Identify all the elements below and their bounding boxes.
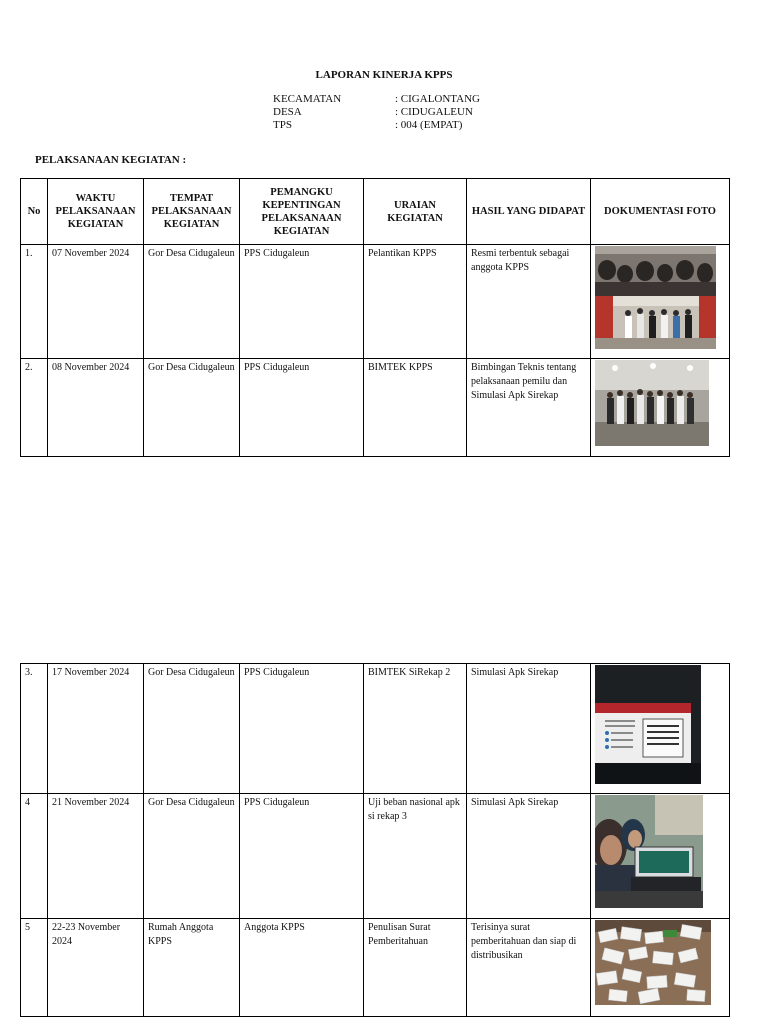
header-no: No xyxy=(21,179,48,245)
cell-tempat: Gor Desa Cidugaleun xyxy=(144,359,240,457)
cell-dokumentasi xyxy=(591,359,730,457)
table-row xyxy=(21,664,730,794)
cell-tempat: Gor Desa Cidugaleun xyxy=(144,245,240,359)
cell-waktu: 22-23 November 2024 xyxy=(48,919,144,1017)
header-dokumentasi: DOKUMENTASI FOTO xyxy=(591,179,730,245)
cell-tempat: Gor Desa Cidugaleun xyxy=(144,794,240,919)
cell-uraian: Pelantikan KPPS xyxy=(364,245,467,359)
table-row xyxy=(21,794,730,919)
meta-key: KECAMATAN xyxy=(273,93,342,105)
meta-value: : CIDUGALEUN xyxy=(395,106,473,118)
header-pemangku: PEMANGKU KEPENTINGAN PELAKSANAAN KEGIATAN xyxy=(240,179,364,245)
group-training-photo xyxy=(595,360,725,446)
cell-dokumentasi xyxy=(591,245,730,359)
cell-no: 2. xyxy=(21,359,48,457)
cell-no: 4 xyxy=(21,794,48,919)
cell-pemangku: PPS Cidugaleun xyxy=(240,245,364,359)
cell-no: 1. xyxy=(21,245,48,359)
cell-waktu: 08 November 2024 xyxy=(48,359,144,457)
meta-row-desa xyxy=(273,106,480,119)
meta-row-kecamatan xyxy=(273,93,480,106)
header-hasil: HASIL YANG DIDAPAT xyxy=(467,179,591,245)
cell-dokumentasi xyxy=(591,794,730,919)
cell-uraian: Uji beban nasional apk si rekap 3 xyxy=(364,794,467,919)
cell-hasil: Bimbingan Teknis tentang pelaksanaan pemilu dan Simulasi Apk Sirekap xyxy=(467,359,591,457)
cell-pemangku: PPS Cidugaleun xyxy=(240,359,364,457)
cell-hasil: Resmi terbentuk sebagai anggota KPPS xyxy=(467,245,591,359)
table-row xyxy=(21,919,730,1017)
activity-table-page-2 xyxy=(20,663,730,1017)
letters-on-table-photo xyxy=(595,920,725,1005)
table-header-row xyxy=(21,179,730,245)
meta-key: DESA xyxy=(273,106,302,118)
table-row xyxy=(21,359,730,457)
cell-pemangku: Anggota KPPS xyxy=(240,919,364,1017)
report-meta xyxy=(273,93,480,132)
meta-value: : 004 (EMPAT) xyxy=(395,119,463,131)
cell-uraian: Penulisan Surat Pemberitahuan xyxy=(364,919,467,1017)
cell-hasil: Terisinya surat pemberitahuan dan siap di distribusikan xyxy=(467,919,591,1017)
laptop-selfie-photo xyxy=(595,795,725,908)
cell-pemangku: PPS Cidugaleun xyxy=(240,794,364,919)
meta-value: : CIGALONTANG xyxy=(395,93,480,105)
inauguration-photo xyxy=(595,246,725,349)
cell-dokumentasi xyxy=(591,664,730,794)
cell-tempat: Rumah Anggota KPPS xyxy=(144,919,240,1017)
cell-waktu: 17 November 2024 xyxy=(48,664,144,794)
cell-no: 5 xyxy=(21,919,48,1017)
cell-waktu: 21 November 2024 xyxy=(48,794,144,919)
report-title: LAPORAN KINERJA KPPS xyxy=(315,69,453,81)
cell-hasil: Simulasi Apk Sirekap xyxy=(467,794,591,919)
meta-row-tps xyxy=(273,119,480,132)
cell-hasil: Simulasi Apk Sirekap xyxy=(467,664,591,794)
meta-key: TPS xyxy=(273,119,292,131)
cell-dokumentasi xyxy=(591,919,730,1017)
header-tempat: TEMPAT PELAKSANAAN KEGIATAN xyxy=(144,179,240,245)
cell-no: 3. xyxy=(21,664,48,794)
cell-uraian: BIMTEK KPPS xyxy=(364,359,467,457)
cell-uraian: BIMTEK SiRekap 2 xyxy=(364,664,467,794)
projector-screen-photo xyxy=(595,665,725,784)
table-row xyxy=(21,245,730,359)
header-waktu: WAKTU PELAKSANAAN KEGIATAN xyxy=(48,179,144,245)
section-label: PELAKSANAAN KEGIATAN : xyxy=(35,154,187,166)
cell-waktu: 07 November 2024 xyxy=(48,245,144,359)
activity-table-page-1 xyxy=(20,178,730,457)
header-uraian: URAIAN KEGIATAN xyxy=(364,179,467,245)
cell-tempat: Gor Desa Cidugaleun xyxy=(144,664,240,794)
cell-pemangku: PPS Cidugaleun xyxy=(240,664,364,794)
